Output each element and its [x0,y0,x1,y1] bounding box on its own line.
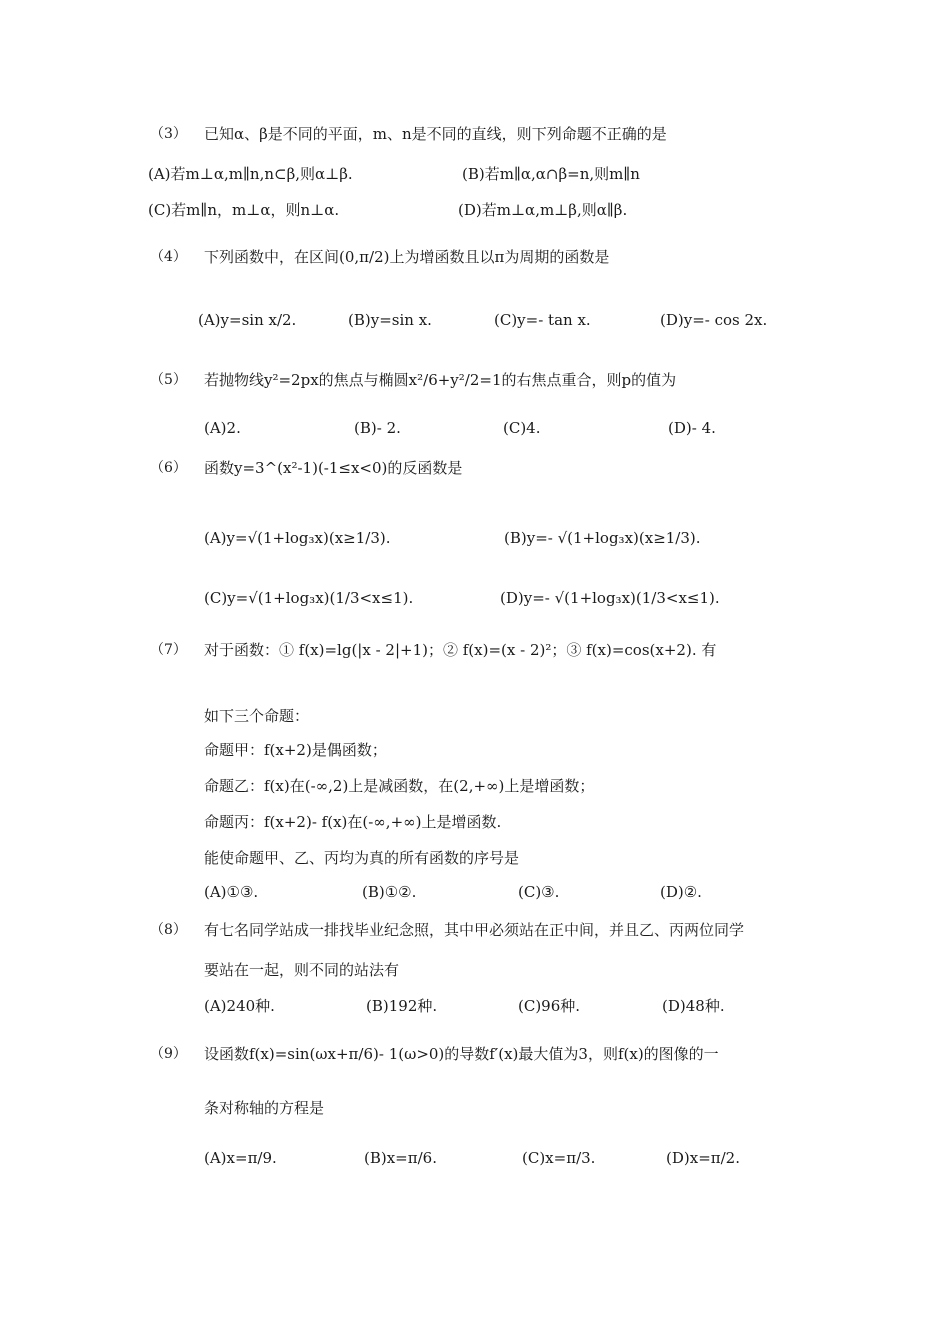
option-a: (A)2. [204,419,241,437]
option-a: (A)x=π/9. [204,1149,277,1167]
option-c: (C)96种. [518,997,581,1015]
option-d: (D)- 4. [668,419,716,437]
question-number: （4） [150,249,187,265]
question-stem: 有七名同学站成一排找毕业纪念照，其中甲必须站在正中间，并且乙、丙两位同学 [204,921,745,939]
question-number: （7） [150,642,187,658]
question-stem: 若抛物线y²=2px的焦点与椭圆x²/6+y²/2=1的右焦点重合，则p的值为 [204,371,677,389]
option-c: (C)若m∥n，m⊥α，则n⊥α. [148,201,340,219]
option-b: (B)若m∥α,α∩β=n,则m∥n [462,165,640,183]
question-stem: 已知α、β是不同的平面，m、n是不同的直线，则下列命题不正确的是 [204,125,667,143]
option-b: (B)y=sin x. [348,311,432,329]
option-b: (B)y=- √(1+log₃x)(x≥1/3). [504,529,701,547]
option-c: (C)y=√(1+log₃x)(1/3<x≤1). [204,589,414,607]
question-number: （9） [150,1046,187,1062]
option-d: (D)②. [660,883,702,901]
question-number: （5） [150,372,187,388]
option-a: (A)y=sin x/2. [198,311,297,329]
option-a: (A)y=√(1+log₃x)(x≥1/3). [204,529,391,547]
question-line: 要站在一起，则不同的站法有 [204,961,400,979]
option-c: (C)x=π/3. [522,1149,596,1167]
question-number: （8） [150,922,187,938]
option-a: (A)240种. [204,997,275,1015]
question-stem: 对于函数：① f(x)=lg(|x - 2|+1)；② f(x)=(x - 2)²；③ f(x)=cos(x+2). 有 [204,641,717,659]
proposition-jia: 命题甲：f(x+2)是偶函数； [204,741,387,759]
option-b: (B)192种. [366,997,438,1015]
proposition-bing: 命题丙：f(x+2)- f(x)在(-∞,+∞)上是增函数. [204,813,502,831]
option-b: (B)x=π/6. [364,1149,437,1167]
option-b: (B)- 2. [354,419,401,437]
option-d: (D)48种. [662,997,725,1015]
proposition-yi: 命题乙：f(x)在(-∞,2)上是减函数，在(2,+∞)上是增函数； [204,777,595,795]
option-a: (A)①③. [204,883,259,901]
option-d: (D)若m⊥α,m⊥β,则α∥β. [458,201,628,219]
option-c: (C)y=- tan x. [494,311,591,329]
question-stem: 设函数f(x)=sin(ωx+π/6)- 1(ω>0)的导数f′(x)最大值为3，则f(x)的图像的一 [204,1045,719,1063]
question-number: （6） [150,460,187,476]
option-a: (A)若m⊥α,m∥n,n⊂β,则α⊥β. [148,165,353,183]
option-c: (C)4. [503,419,541,437]
option-d: (D)y=- √(1+log₃x)(1/3<x≤1). [500,589,720,607]
option-d: (D)x=π/2. [666,1149,740,1167]
question-line: 能使命题甲、乙、丙均为真的所有函数的序号是 [204,849,520,867]
question-line: 条对称轴的方程是 [204,1099,325,1117]
option-d: (D)y=- cos 2x. [660,311,768,329]
option-b: (B)①②. [362,883,417,901]
question-stem: 函数y=3^(x²-1)(-1≤x<0)的反函数是 [204,459,463,477]
question-stem: 下列函数中，在区间(0,π/2)上为增函数且以π为周期的函数是 [204,248,610,266]
question-line: 如下三个命题： [204,707,310,725]
option-c: (C)③. [518,883,560,901]
question-number: （3） [150,126,187,142]
